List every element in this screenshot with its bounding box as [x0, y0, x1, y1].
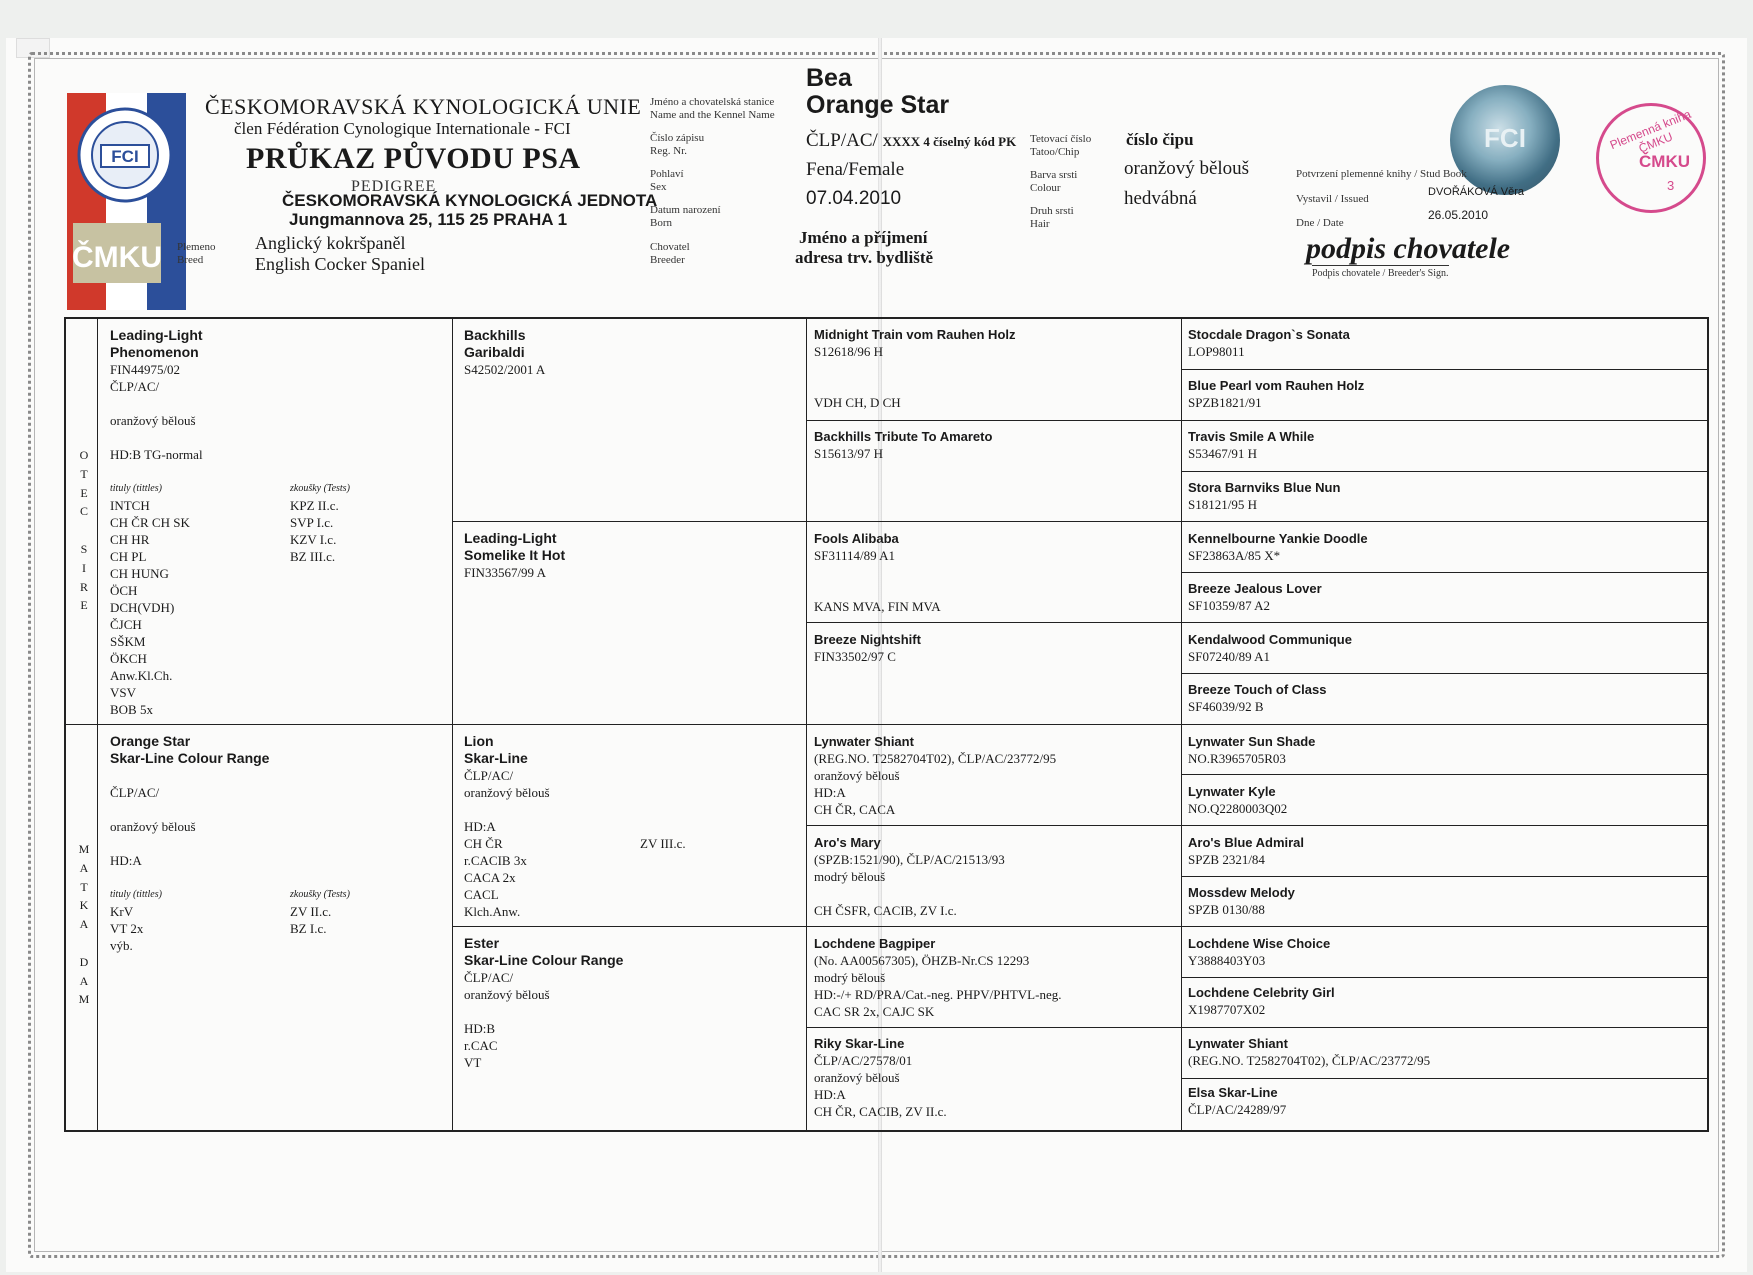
signature-label: Podpis chovatele / Breeder's Sign. — [1312, 265, 1449, 280]
born-label: Datum narození Born — [650, 204, 721, 229]
gen4-ancestor: Lynwater Kyle NO.Q2280003Q02 — [1188, 784, 1288, 816]
breeder-label: Chovatel Breeder — [650, 241, 690, 266]
gen4-ancestor: Stocdale Dragon`s Sonata LOP98011 — [1188, 327, 1350, 359]
jednota-name: ČESKOMORAVSKÁ KYNOLOGICKÁ JEDNOTA — [282, 191, 658, 210]
sire-titles: INTCH CH ČR CH SK CH HR CH PL CH HUNG ÖCH DCH(VDH) ČJCH SŠKM ÖKCH Anw.Kl.Ch. VSV BOB 5x — [110, 498, 190, 717]
grandsire-maternal: Lion Skar-Line ČLP/AC/ oranžový bělouš HD:A CH ČR r.CACIB 3x CACA 2x CACL Klch.Anw. ZV III.c. — [464, 733, 686, 919]
fci-logo-text: FCI — [111, 147, 139, 166]
dam-titles: KrV VT 2x výb. — [110, 904, 144, 953]
gen4-ancestor: Stora Barnviks Blue Nun S18121/95 H — [1188, 480, 1341, 512]
dog-born: 07.04.2010 — [806, 188, 902, 209]
stud-book-stamp: Plemenná kniha ČMKU ČMKU 3 — [1596, 103, 1706, 213]
sire-cell: Leading-Light Phenomenon FIN44975/02 ČLP/AC/ oranžový bělouš HD:B TG-normal tituly (tittles) zkoušky (Tests) INTCH CH ČR CH SK CH HR CH PL CH HUNG ÖCH DCH(VDH) ČJCH SŠKM ÖKCH Anw.Kl.Ch. VSV BOB 5x KPZ II.c. SVP I.c. KZV I.c. BZ III.c. — [110, 327, 350, 717]
gen4-ancestor: Lochdene Celebrity Girl X1987707X02 — [1188, 985, 1335, 1017]
pedigree-certificate — [6, 38, 1747, 1272]
sire-side-label: O T E C S I R E — [79, 448, 89, 613]
gen3-ancestor: Riky Skar-Line ČLP/AC/27578/01 oranžový bělouš HD:A CH ČR, CACIB, ZV II.c. — [814, 1036, 947, 1119]
gen4-ancestor: Lynwater Sun Shade NO.R3965705R03 — [1188, 734, 1316, 766]
hair-label: Druh srsti Hair — [1030, 205, 1074, 230]
gen4-ancestor: Kennelbourne Yankie Doodle SF23863A/85 X* — [1188, 531, 1368, 563]
breed-cz: Anglický kokršpaněl — [255, 233, 406, 253]
sex-label: Pohlaví Sex — [650, 168, 684, 193]
breeder-name: Jméno a příjmení — [799, 228, 928, 247]
sire-tests: KPZ II.c. SVP I.c. KZV I.c. BZ III.c. — [290, 498, 339, 564]
breed-label: Plemeno Breed — [177, 241, 216, 266]
dam-tests: ZV II.c. BZ I.c. — [290, 904, 332, 936]
dam-cell: Orange Star Skar-Line Colour Range ČLP/AC/ oranžový bělouš HD:A tituly (tittles) zkoušky (Tests) KrV VT 2x výb. ZV II.c. BZ I.c. — [110, 733, 350, 953]
reg-label: Číslo zápisu Reg. Nr. — [650, 132, 705, 157]
gen3-ancestor: Lynwater Shiant (REG.NO. T2582704T02), ČLP/AC/23772/95 oranžový bělouš HD:A CH ČR, CACA — [814, 734, 1057, 817]
gen4-ancestor: Lynwater Shiant (REG.NO. T2582704T02), ČLP/AC/23772/95 — [1188, 1036, 1431, 1068]
gen4-ancestor: Breeze Jealous Lover SF10359/87 A2 — [1188, 581, 1322, 613]
jednota-address: Jungmannova 25, 115 25 PRAHA 1 — [289, 210, 568, 229]
gen4-ancestor: Blue Pearl vom Rauhen Holz SPZB1821/91 — [1188, 378, 1365, 410]
fci-hologram-seal: FCI — [1450, 85, 1560, 195]
dog-sex: Fena/Female — [806, 159, 905, 180]
issued-label: Vystavil / Issued — [1296, 193, 1369, 205]
gen3-ancestor: Backhills Tribute To Amareto S15613/97 H — [814, 429, 993, 461]
gen4-ancestor: Elsa Skar-Line ČLP/AC/24289/97 — [1188, 1085, 1287, 1117]
colour-label: Barva srsti Colour — [1030, 169, 1078, 194]
dog-colour: oranžový bělouš — [1124, 158, 1250, 179]
gen3-ancestor: Midnight Train vom Rauhen Holz S12618/96 H VDH CH, D CH — [814, 327, 1016, 410]
gen4-ancestor: Kendalwood Communique SF07240/89 A1 — [1188, 632, 1352, 664]
dog-reg: ČLP/AC/ XXXX 4 číselný kód PK — [806, 130, 1017, 151]
studbook-label: Potvrzení plemenné knihy / Stud Book — [1296, 168, 1467, 180]
fci-membership: člen Fédération Cynologique Internationale - FCI — [234, 119, 571, 138]
breed-en: English Cocker Spaniel — [255, 254, 425, 274]
dam-side-label: M A T K A D A M — [78, 842, 90, 1007]
breeder-signature: podpis chovatele — [1306, 232, 1511, 265]
dog-name-1: Bea — [806, 64, 852, 92]
document-title: PRŮKAZ PŮVODU PSA — [246, 142, 581, 175]
gen3-ancestor: Breeze Nightshift FIN33502/97 C — [814, 632, 921, 664]
gen3-ancestor: Fools Alibaba SF31114/89 A1 KANS MVA, FIN MVA — [814, 531, 941, 614]
gen3-ancestor: Aro's Mary (SPZB:1521/90), ČLP/AC/21513/93 modrý bělouš CH ČSFR, CACIB, ZV I.c. — [814, 835, 1005, 918]
granddam-maternal: Ester Skar-Line Colour Range ČLP/AC/ oranžový bělouš HD:B r.CAC VT — [464, 935, 624, 1070]
tattoo-label: Tetovací číslo Tatoo/Chip — [1030, 133, 1092, 158]
union-name: ČESKOMORAVSKÁ KYNOLOGICKÁ UNIE — [205, 94, 642, 119]
date-label: Dne / Date — [1296, 217, 1344, 229]
cmku-logo-text: ČMKU — [72, 241, 162, 274]
gen4-ancestor: Breeze Touch of Class SF46039/92 B — [1188, 682, 1327, 714]
issuer-name: DVOŘÁKOVÁ Věra — [1428, 186, 1524, 198]
gen4-ancestor: Lochdene Wise Choice Y3888403Y03 — [1188, 936, 1331, 968]
issue-date: 26.05.2010 — [1428, 208, 1489, 222]
pedigree-table — [64, 317, 1709, 1132]
name-label: Jméno a chovatelská stanice Name and the Kennel Name — [650, 96, 775, 121]
breeder-address: adresa trv. bydliště — [795, 248, 934, 267]
fci-cmku-logo — [67, 93, 186, 310]
gen4-ancestor: Aro's Blue Admiral SPZB 2321/84 — [1188, 835, 1305, 867]
gen3-ancestor: Lochdene Bagpiper (No. AA00567305), ÖHZB-Nr.CS 12293 modrý bělouš HD:-/+ RD/PRA/Cat.-neg. PHPV/PHTVL-neg. CAC SR 2x, CAJC SK — [814, 936, 1062, 1019]
gen4-ancestor: Mossdew Melody SPZB 0130/88 — [1188, 885, 1295, 917]
granddam-paternal: Leading-Light Somelike It Hot FIN33567/99 A — [464, 530, 566, 580]
document-subtitle: PEDIGREE — [351, 178, 437, 195]
dog-name-2: Orange Star — [806, 91, 950, 119]
dog-hair: hedvábná — [1124, 188, 1197, 209]
gen4-ancestor: Travis Smile A While S53467/91 H — [1188, 429, 1315, 461]
grandsire-paternal: Backhills Garibaldi S42502/2001 A — [464, 327, 546, 377]
chip-number: číslo čipu — [1126, 130, 1194, 149]
